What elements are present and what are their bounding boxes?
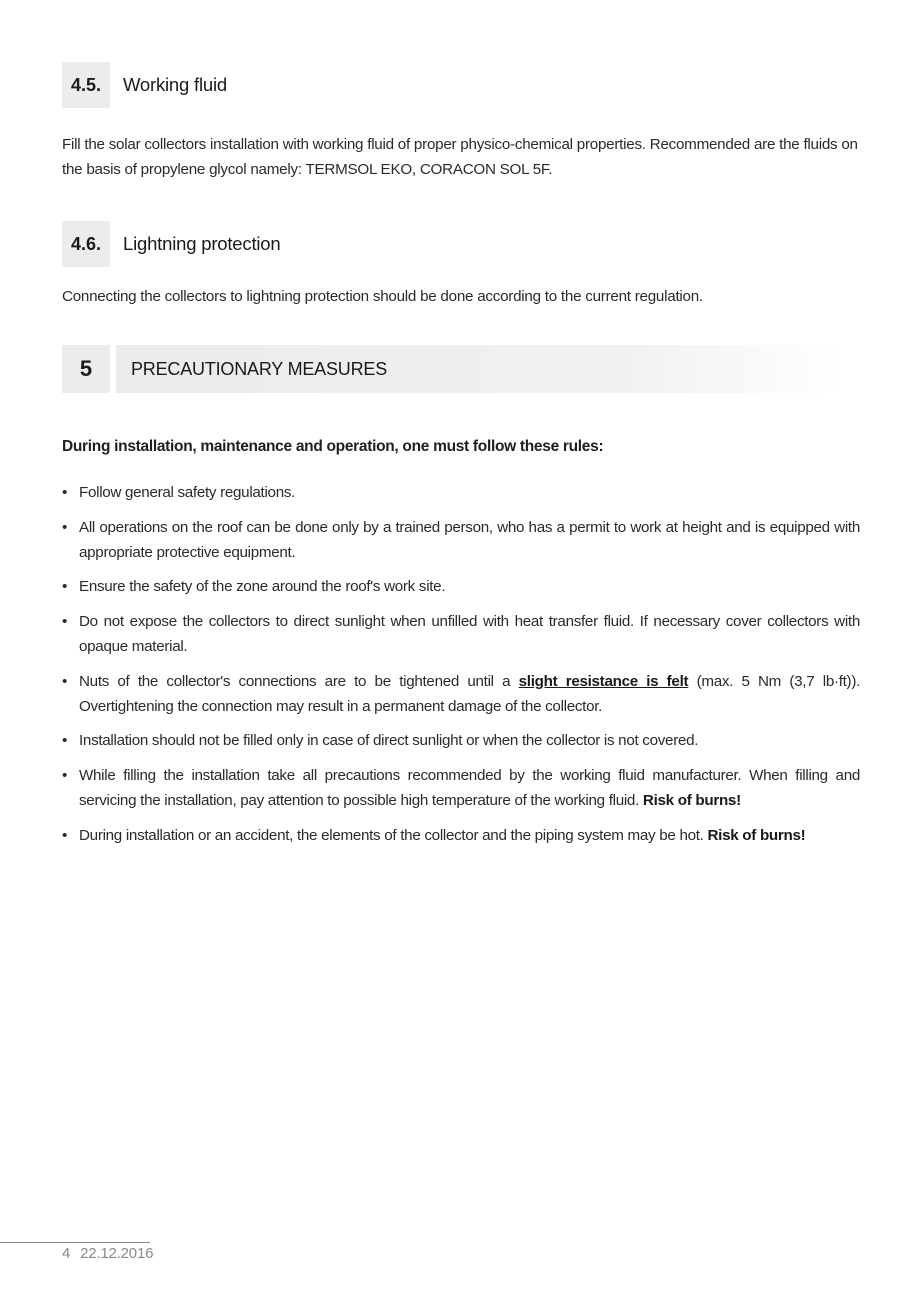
chapter-number-box: 5 xyxy=(62,345,110,393)
section-4-5-heading xyxy=(62,62,227,108)
working-fluid-paragraph: Fill the solar collectors installation with working fluid of proper physico-chemical properties. Recommended are the fluids on the basis of propylene glycol namely: TERMSOL EKO, CORACON SOL 5F. xyxy=(62,136,858,178)
rule-text: Ensure the safety of the zone around the roof's work site. xyxy=(79,578,446,596)
chapter-5-heading xyxy=(62,345,842,393)
list-item xyxy=(62,764,860,814)
list-item xyxy=(62,610,860,660)
chapter-title: PRECAUTIONARY MEASURES xyxy=(116,345,842,393)
rule-text: During installation or an accident, the elements of the collector and the piping system may be hot. xyxy=(79,826,708,844)
rule-text: All operations on the roof can be done only by a trained person, who has a permit to work at height and is equipped with appropriate protective equipment. xyxy=(79,518,860,561)
list-item xyxy=(62,481,860,506)
section-number-box: 4.5. xyxy=(62,62,110,108)
document-date: 22.12.2016 xyxy=(80,1245,154,1262)
rule-text: Installation should not be filled only in case of direct sunlight or when the collector is not covered. xyxy=(79,732,699,750)
section-title: Lightning protection xyxy=(123,233,281,254)
rules-intro: During installation, maintenance and operation, one must follow these rules: xyxy=(62,438,604,455)
list-item xyxy=(62,670,860,720)
burn-warning: Risk of burns! xyxy=(642,791,741,809)
page-footer xyxy=(62,1245,153,1262)
list-item xyxy=(62,516,860,566)
rule-text: (max. 5 Nm (3,7 lb·ft)). Overtightening the connection may result in a permanent damage of the collector. xyxy=(79,672,860,715)
list-item xyxy=(62,575,860,600)
rule-text: Nuts of the collector's connections are to be tightened until a xyxy=(79,672,519,690)
page-number: 4 xyxy=(62,1245,71,1262)
rule-text: Do not expose the collectors to direct sunlight when unfilled with heat transfer fluid. If necessary cover collectors with opaque material. xyxy=(79,613,860,655)
footer-divider xyxy=(0,1242,150,1243)
burn-warning: Risk of burns! xyxy=(707,826,806,844)
rule-text: While filling the installation take all precautions recommended by the working fluid manufacturer. When filling and servicing the installation, pay attention to possible high temperature of the working fluid. xyxy=(79,767,860,809)
section-4-6-heading xyxy=(62,221,280,267)
section-number-box: 4.6. xyxy=(62,221,110,267)
lightning-protection-paragraph: Connecting the collectors to lightning protection should be done according to the current regulation. xyxy=(62,288,703,305)
section-title: Working fluid xyxy=(123,74,227,95)
list-item xyxy=(62,824,860,849)
rule-text: Follow general safety regulations. xyxy=(79,484,296,501)
list-item xyxy=(62,729,860,754)
resistance-emphasis: slight resistance is felt xyxy=(518,672,689,690)
precaution-rules-list xyxy=(62,481,860,859)
